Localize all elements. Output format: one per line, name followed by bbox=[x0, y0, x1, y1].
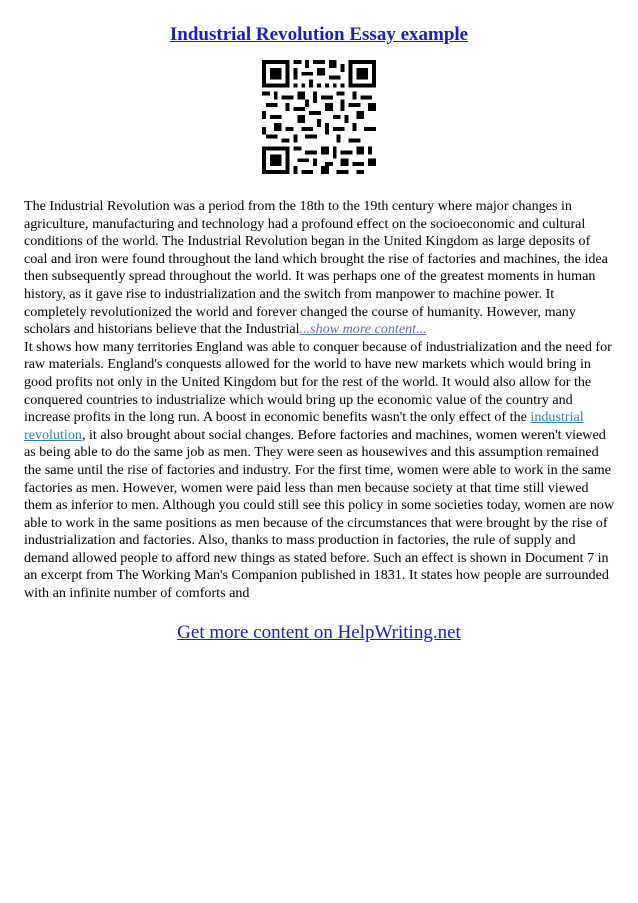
qr-code-icon bbox=[262, 60, 376, 174]
footer bbox=[0, 620, 638, 646]
title-link[interactable]: Industrial Revolution Essay example bbox=[169, 24, 469, 45]
show-more-link[interactable]: ...show more content... bbox=[299, 321, 427, 338]
page-title bbox=[0, 22, 638, 48]
essay-body bbox=[24, 198, 616, 603]
paragraph-2-text-end: , it also brought about social changes. Before factories and machines, women weren't viewed as being able to do the same job as men. They were seen as housewives and this assumption remained the same until the rise of factories and industry. For the first time, women were able to work in the same factories as men. However, women were paid less than men because society at that time still viewed them as inferior to men. Although you could still see this policy in some societies today, women are now able to work in the same positions as men because of the circumstances that were brought by the rise of industrialization and factories. Also, thanks to mass production in factories, the rule of supply and demand allowed people to afford new things as stated before. Such an effect is shown in Document 7 in an excerpt from The Working Man's Companion published in 1831. It states how people are surrounded with an infinite number of comforts and bbox=[24, 426, 615, 602]
paragraph-1 bbox=[24, 198, 616, 339]
paragraph-1-text: The Industrial Revolution was a period from the 18th to the 19th century where major changes in agriculture, manufacturing and technology had a profound effect on the socioeconomic and cultural conditions of the world. The Industrial Revolution began in the United Kingdom as large deposits of coal and iron were found throughout the land which brought the rise of factories and machines, the idea then subsequently spread throughout the world. It was perhaps one of the greatest moments in human history, as it gave rise to industrialization and the switch from manpower to machine power. It completely revolutionized the world and forever changed the course of humanity. However, many scholars and historians believe that the Industrial bbox=[24, 198, 608, 338]
get-more-content-link[interactable]: Get more content on HelpWriting.net bbox=[177, 622, 461, 643]
industrial-revolution-link[interactable]: industrial revolution bbox=[24, 409, 584, 443]
paragraph-2 bbox=[24, 339, 616, 603]
paragraph-2-text-start: It shows how many territories England was able to conquer because of industrialization and the need for raw materials. England's conquests allowed for the world to have new markets which would bring in good profits not only in the United Kingdom but for the rest of the world. It would also allow for the conquered countries to industrialize which would bring up the economic value of the country and increase profits in the long run. A boost in economic benefits wasn't the only effect of the bbox=[24, 338, 612, 426]
